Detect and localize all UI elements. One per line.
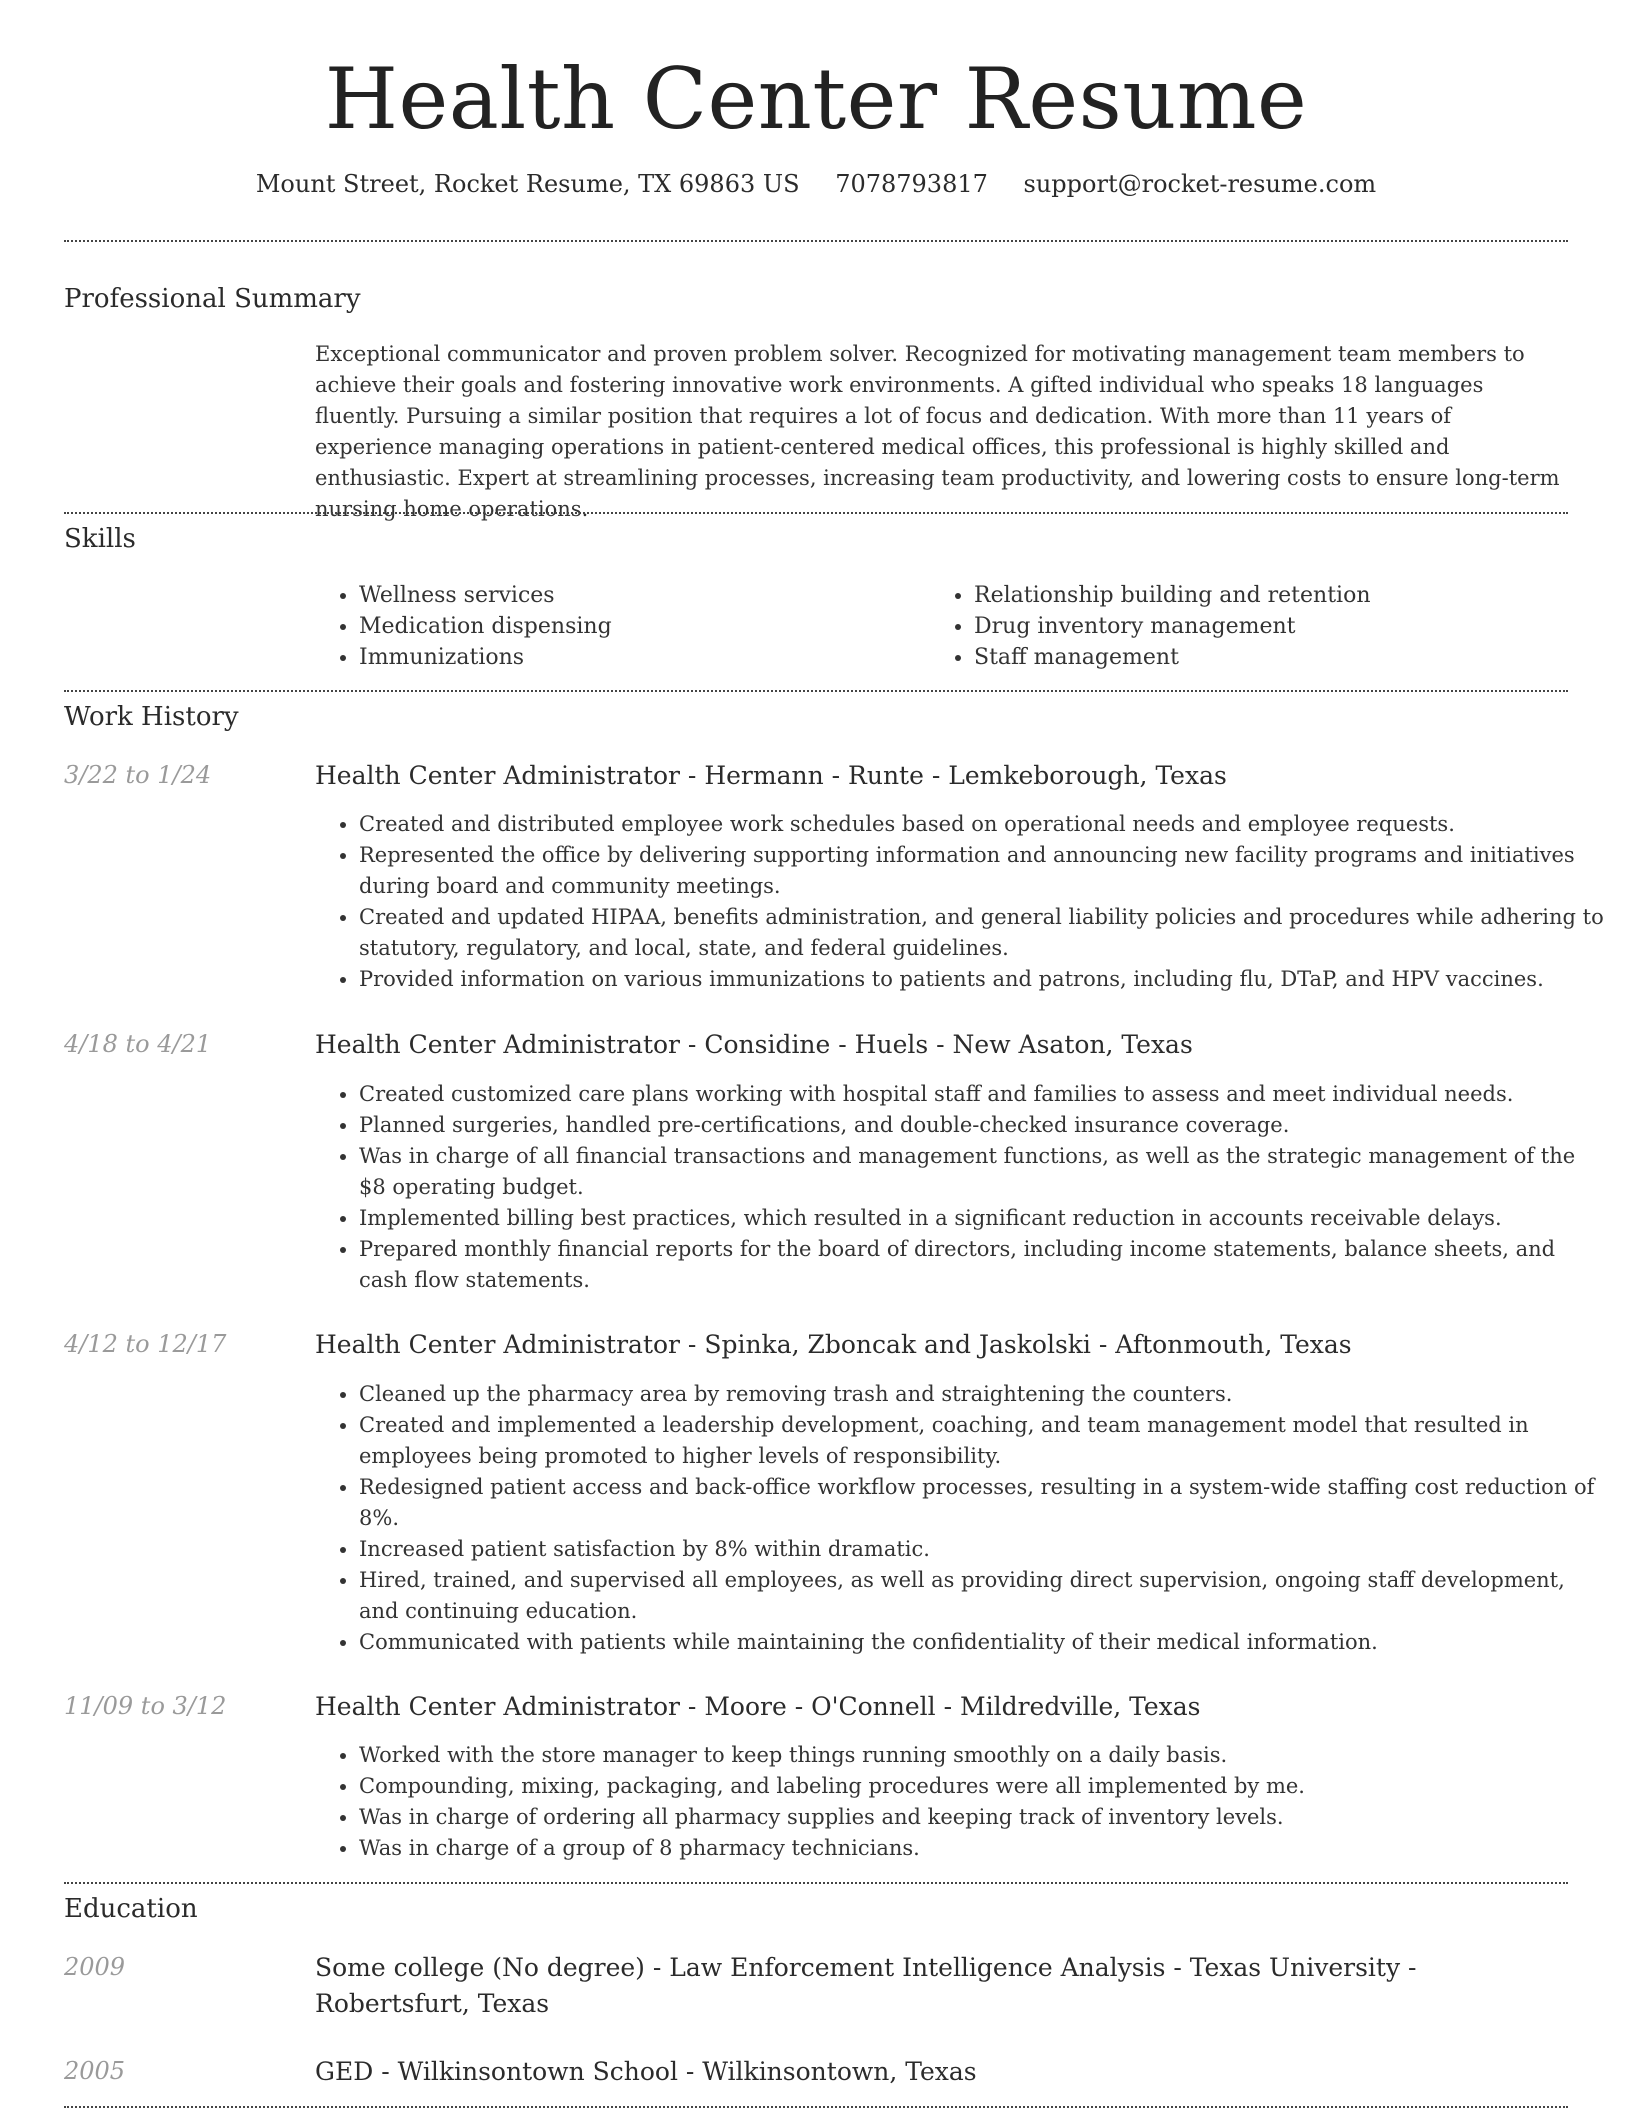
job-title: Health Center Administrator - Considine - Huels - New Asaton, Texas xyxy=(315,1030,1193,1059)
summary-text: Exceptional communicator and proven problem solver. Recognized for motivating management team members to achieve their goals and fostering innovative work environments. A gifted individual who speaks 18 languages fluently. Pursuing a similar position that requires a lot of focus and dedication. With more than 11 years of experience managing operations in patient-centered medical offices, this professional is highly skilled and enthusiastic. Expert at streamlining processes, increasing team productivity, and lowering costs to ensure long-term nursing home operations. xyxy=(315,342,1560,521)
job-dates: 4/12 to 12/17 xyxy=(64,1330,227,1358)
education-heading: Education xyxy=(64,1894,198,1924)
job-bullet: • Prepared monthly financial reports for the board of directors, including income statements, balance sheets, and cash flow statements. xyxy=(359,1234,1604,1296)
job-bullets xyxy=(315,1379,1604,1658)
skills-heading: Skills xyxy=(64,524,136,554)
job-bullet: • Cleaned up the pharmacy area by removing trash and straightening the counters. xyxy=(359,1379,1604,1410)
skills-list-left xyxy=(315,580,919,673)
job-bullet: • Was in charge of a group of 8 pharmacy technicians. xyxy=(359,1833,1604,1864)
job-title: Health Center Administrator - Spinka, Zboncak and Jaskolski - Aftonmouth, Texas xyxy=(315,1330,1352,1359)
education-year: 2009 xyxy=(64,1953,126,1981)
education-entry: GED - Wilkinsontown School - Wilkinsontown, Texas xyxy=(315,2057,977,2086)
job-bullets xyxy=(315,1740,1604,1864)
job-title: Health Center Administrator - Hermann - Runte - Lemkeborough, Texas xyxy=(315,761,1227,790)
job-bullet: • Implemented billing best practices, which resulted in a significant reduction in accounts receivable delays. xyxy=(359,1203,1604,1234)
contact-address: Mount Street, Rocket Resume, TX 69863 US xyxy=(255,170,800,198)
section-divider xyxy=(64,512,1568,514)
skill-item: • Drug inventory management xyxy=(974,611,1594,642)
section-divider xyxy=(64,240,1568,242)
job-bullet: • Planned surgeries, handled pre-certifications, and double-checked insurance coverage. xyxy=(359,1110,1604,1141)
contact-phone: 7078793817 xyxy=(835,170,988,198)
education-entry: Some college (No degree) - Law Enforcement Intelligence Analysis - Texas University - Robertsfurt, Texas xyxy=(315,1953,1417,2018)
job-bullets xyxy=(315,1079,1604,1296)
job-bullet: • Was in charge of ordering all pharmacy supplies and keeping track of inventory levels. xyxy=(359,1802,1604,1833)
job-bullet: • Created and updated HIPAA, benefits administration, and general liability policies and procedures while adhering to statutory, regulatory, and local, state, and federal guidelines. xyxy=(359,902,1604,964)
skills-list-right xyxy=(930,580,1594,673)
job-bullet: • Communicated with patients while maintaining the confidentiality of their medical information. xyxy=(359,1627,1604,1658)
job-bullet: • Hired, trained, and supervised all employees, as well as providing direct supervision, ongoing staff development, and continuing education. xyxy=(359,1565,1604,1627)
contact-line xyxy=(0,170,1632,198)
job-dates: 3/22 to 1/24 xyxy=(64,761,212,789)
job-bullet: • Created and implemented a leadership development, coaching, and team management model that resulted in employees being promoted to higher levels of responsibility. xyxy=(359,1410,1604,1472)
job-bullet: • Increased patient satisfaction by 8% within dramatic. xyxy=(359,1534,1604,1565)
job-bullet: • Was in charge of all financial transactions and management functions, as well as the strategic management of the $8 operating budget. xyxy=(359,1141,1604,1203)
job-title: Health Center Administrator - Moore - O'Connell - Mildredville, Texas xyxy=(315,1692,1201,1721)
job-bullet: • Created customized care plans working with hospital staff and families to assess and meet individual needs. xyxy=(359,1079,1604,1110)
section-divider xyxy=(64,690,1568,692)
contact-email: support@rocket-resume.com xyxy=(1023,170,1377,198)
job-bullets xyxy=(315,809,1604,995)
resume-name: Health Center Resume xyxy=(324,50,1308,148)
job-bullet: • Compounding, mixing, packaging, and labeling procedures were all implemented by me. xyxy=(359,1771,1604,1802)
job-bullet: • Created and distributed employee work schedules based on operational needs and employee requests. xyxy=(359,809,1604,840)
job-bullet: • Represented the office by delivering supporting information and announcing new facility programs and initiatives during board and community meetings. xyxy=(359,840,1604,902)
job-bullet: • Worked with the store manager to keep things running smoothly on a daily basis. xyxy=(359,1740,1604,1771)
skill-item: • Immunizations xyxy=(359,642,919,673)
section-divider xyxy=(64,2106,1568,2108)
work-history-heading: Work History xyxy=(64,702,239,732)
job-dates: 11/09 to 3/12 xyxy=(64,1692,227,1720)
skill-item: • Wellness services xyxy=(359,580,919,611)
job-bullet: • Provided information on various immunizations to patients and patrons, including flu, DTaP, and HPV vaccines. xyxy=(359,964,1604,995)
education-year: 2005 xyxy=(64,2057,126,2085)
skill-item: • Staff management xyxy=(974,642,1594,673)
skill-item: • Relationship building and retention xyxy=(974,580,1594,611)
job-dates: 4/18 to 4/21 xyxy=(64,1030,212,1058)
job-bullet: • Redesigned patient access and back-office workflow processes, resulting in a system-wide staffing cost reduction of 8%. xyxy=(359,1472,1604,1534)
section-divider xyxy=(64,1882,1568,1884)
skill-item: • Medication dispensing xyxy=(359,611,919,642)
summary-heading: Professional Summary xyxy=(64,284,361,314)
